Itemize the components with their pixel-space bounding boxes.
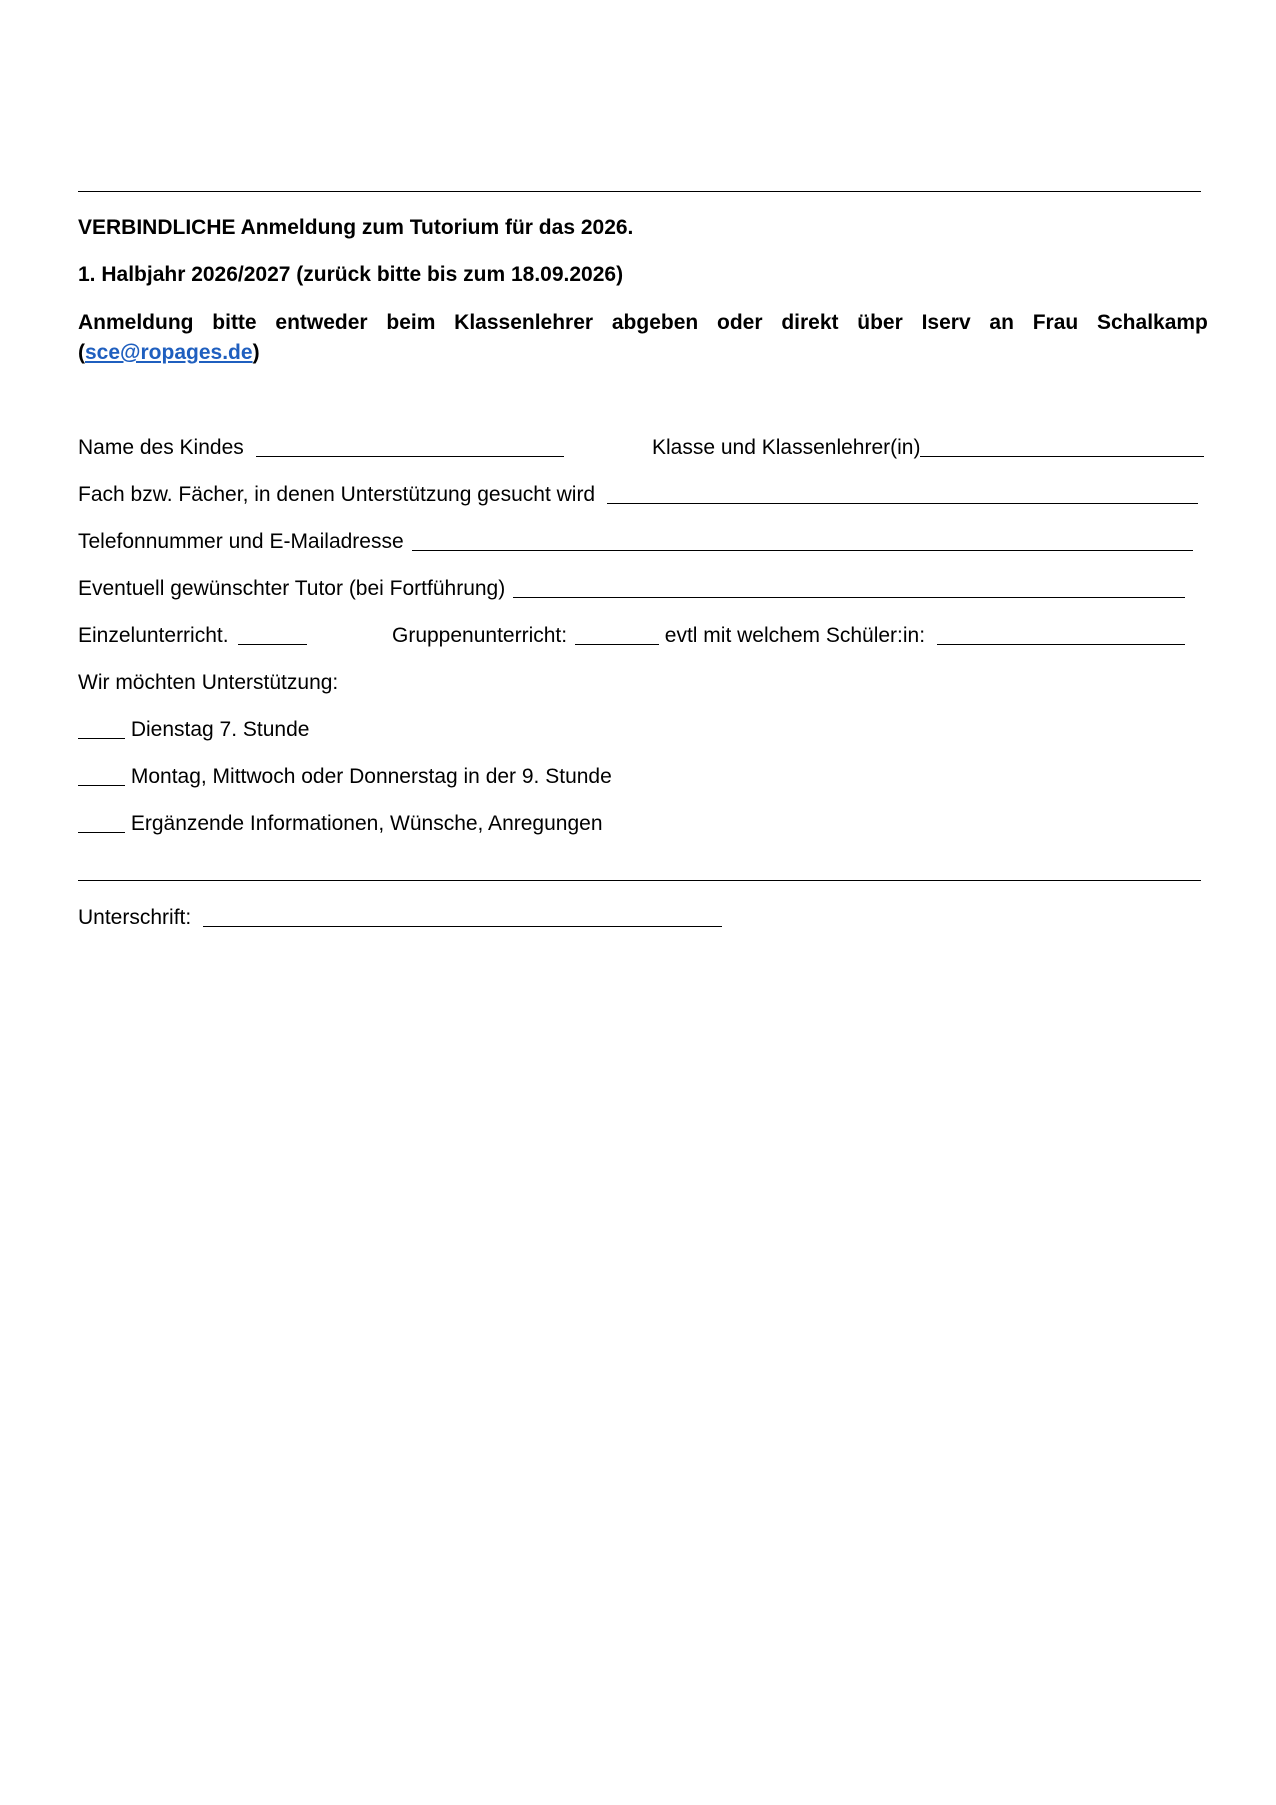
signature-row [78,904,722,932]
email-open: ( [78,341,85,364]
instruction-word: bitte [212,311,257,334]
class-teacher-row [652,434,1204,462]
tutor-label: Eventuell gewünschter Tutor (bei Fortführung) [78,577,506,600]
option-afternoon-checkbox[interactable] [78,765,125,786]
class-teacher-field[interactable] [920,436,1204,457]
term-deadline: 1. Halbjahr 2026/2027 (zurück bitte bis zum 18.09.2026) [78,263,624,286]
instruction-word: Klassenlehrer [454,311,594,334]
info-field-line[interactable] [78,880,1201,881]
option-info-row [78,810,603,838]
option-info-checkbox[interactable] [78,812,125,833]
instruction-word: über [857,311,903,334]
option-tuesday-checkbox[interactable] [78,718,125,739]
group-lesson-row [392,622,1185,650]
signature-field[interactable] [203,906,722,927]
top-divider [78,191,1201,192]
subjects-field[interactable] [607,483,1198,504]
support-heading: Wir möchten Unterstützung: [78,671,339,694]
contact-label: Telefonnummer und E-Mailadresse [78,530,404,553]
contact-field[interactable] [412,530,1193,551]
with-student-field[interactable] [937,624,1185,645]
option-afternoon-row [78,763,612,791]
email-line [78,338,1208,368]
instruction-word: Anmeldung [78,311,194,334]
subjects-row [78,481,1198,509]
instruction-line [78,308,1208,338]
instruction-word: beim [386,311,436,334]
option-tuesday-row [78,716,309,744]
option-tuesday-label: Dienstag 7. Stunde [130,718,310,741]
instruction-word: an [989,311,1014,334]
group-lesson-field[interactable] [575,624,659,645]
form-title: VERBINDLICHE Anmeldung zum Tutorium für das 2026. [78,216,634,239]
instruction-word: oder [717,311,763,334]
submission-instruction [78,308,1208,368]
group-lesson-label: Gruppenunterricht: [392,624,568,647]
instruction-word: abgeben [611,311,699,334]
subjects-label: Fach bzw. Fächer, in denen Unterstützung gesucht wird [78,483,596,506]
instruction-word: Iserv [921,311,971,334]
contact-row [78,528,1193,556]
child-name-label: Name des Kindes [78,436,244,459]
with-student-label: evtl mit welchem Schüler:in: [664,624,926,647]
child-name-row [78,434,564,462]
class-teacher-label: Klasse und Klassenlehrer(in) [652,436,921,459]
tutor-field[interactable] [513,577,1185,598]
email-close: ) [252,341,260,364]
instruction-word: direkt [781,311,839,334]
tutor-row [78,575,1185,603]
instruction-word: Frau [1032,311,1079,334]
single-lesson-row [78,622,307,650]
option-afternoon-label: Montag, Mittwoch oder Donnerstag in der 9. Stunde [130,765,612,788]
instruction-word: Schalkamp [1097,311,1208,334]
single-lesson-field[interactable] [238,624,307,645]
instruction-word: entweder [275,311,368,334]
option-info-label: Ergänzende Informationen, Wünsche, Anregungen [130,812,603,835]
child-name-field[interactable] [256,436,564,457]
single-lesson-label: Einzelunterricht. [78,624,229,647]
email-link[interactable]: sce@ropages.de [85,341,253,364]
signature-label: Unterschrift: [78,906,192,929]
